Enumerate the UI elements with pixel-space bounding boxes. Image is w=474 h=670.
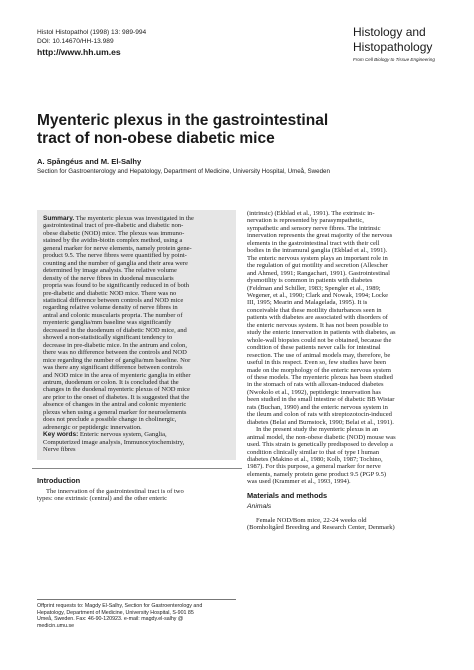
body-line: was used (Krammer et al., 1993, 1994).	[247, 478, 351, 486]
doi: DOI: 10.14670/HH-13.989	[37, 38, 114, 45]
keywords	[43, 431, 230, 453]
abstract-line: The myenteric plexus was investigated in the	[74, 215, 194, 222]
methods-heading: Materials and methods	[247, 490, 328, 500]
body-line: bodies in the intramural ganglia (Ekblad et al., 1991).	[247, 247, 388, 255]
introduction-heading: Introduction	[37, 475, 81, 485]
body-line: patients with diabetes are associated with disorders of	[247, 314, 388, 322]
abstract-line: does not preclude a possible change in cholinergic,	[43, 416, 177, 424]
abstract-line: decreased in the duodenum of diabetic NOD mice, and	[43, 326, 187, 334]
animals-line: (Bomholtgård Breeding and Research Center, Denmark)	[247, 524, 395, 532]
body-line: sympathetic and sensory nerve fibres. The intrinsic	[247, 224, 381, 232]
body-line: innervation represents the great majority of the nervous	[247, 232, 393, 240]
footnote-line: medicin.umu.se	[37, 623, 75, 630]
abstract-line: absence of changes in the antral and colonic myenteric	[43, 401, 187, 409]
body-line: (Feldman and Schiller, 1983; Spengler et al., 1989;	[247, 284, 381, 292]
journal-name-line1: Histology and	[353, 25, 426, 39]
body-line: In the present study the myenteric plexus in an	[256, 426, 379, 434]
body-line: conceivable that these motility disturbances seen in	[247, 306, 382, 314]
body-line: useful in this respect. Even so, few studies have been	[247, 359, 387, 367]
body-line: diabetes (Makino et al., 1980; Kolb, 1987; Tochino,	[247, 455, 383, 463]
body-line: the regulation of gut motility and secretion (Allescher	[247, 262, 388, 270]
body-line: diabetes (Belai and Burnstock, 1990; Belai et al., 1991).	[247, 418, 394, 426]
body-line: been studied in the small intestine of diabetic BB Wistar	[247, 396, 395, 404]
journal-url-link[interactable]: http://www.hh.um.es	[37, 47, 121, 57]
offprint-footnote	[37, 603, 236, 630]
section-divider	[32, 468, 242, 469]
body-line: the enteric nervous system. It has not been possible to	[247, 321, 389, 329]
body-line: made on the morphology of the enteric nervous system	[247, 366, 391, 374]
body-line: Wegener, et al., 1990; Clark and Nowak, 1994; Locke	[247, 291, 389, 299]
abstract-line: adrenergic or peptidergic innervation.	[43, 423, 142, 431]
abstract-line: plexus when using a general marker for neuroelements	[43, 408, 187, 416]
body-line: whole-wall biopsies could not be obtained, because the	[247, 336, 392, 344]
introduction-line: The innervation of the gastrointestinal tract is of two	[46, 487, 184, 495]
body-line: nervation is represented by parasympathetic,	[247, 217, 364, 225]
animals-line: Female NOD/Bom mice, 22-24 weeks old	[256, 516, 367, 524]
abstract-line: antrum, duodenum or colon. It is concluded that the	[43, 378, 179, 386]
body-line: (Nwokolo et al., 1992), peptidergic innervation has	[247, 388, 381, 396]
abstract-line: decrease in pre-diabetic mice. In the antrum and colon,	[43, 341, 187, 349]
abstract-line: and NOD mice in the area of myenteric ganglia in either	[43, 371, 191, 379]
body-line: condition clinically similar to that of type I human	[247, 448, 379, 456]
body-line: of these models. The myenteric plexus has been studied	[247, 373, 393, 381]
authors: A. Spångéus and M. El-Salhy	[37, 157, 142, 166]
keywords-label: Key words:	[43, 431, 79, 439]
abstract-line: pre-diabetic and diabetic NOD mice. There was no	[43, 289, 177, 297]
body-line: resection. The use of animal models may, therefore, be	[247, 351, 391, 359]
abstract-line: counting and the number of ganglia and their area were	[43, 259, 188, 267]
body-line: 1987). For this purpose, a general marker for nerve	[247, 463, 381, 471]
abstract-line: changes in the duodenal myenteric plexus of NOD mice	[43, 386, 190, 394]
abstract-label: Summary.	[43, 215, 75, 222]
keywords-line: Enteric nervous system, Ganglia,	[78, 431, 167, 439]
abstract-line: showed a non-statistically significant tendency to	[43, 334, 173, 342]
body-line: the ileum and colon of rats with streptozotocin-induced	[247, 411, 392, 419]
journal-name-line2: Histopathology	[353, 40, 433, 54]
body-line: elements, namely protein gene product 9.5 (PGP 9.5)	[247, 470, 387, 478]
body-line: dysmotility is common in patients with diabetes	[247, 277, 373, 285]
abstract-line: gastrointestinal tract of pre-diabetic and diabetic non-	[43, 222, 184, 230]
article-title	[37, 112, 437, 148]
abstract-text	[43, 215, 230, 431]
body-line: used. This strain is genetically predisposed to develop a	[247, 441, 393, 449]
abstract-line: antral and colonic muscularis propria. The number of	[43, 311, 183, 319]
body-line: study the enteric innervation in patients with diabetes, as	[247, 329, 396, 337]
title-line-1: Myenteric plexus in the gastrointestinal	[37, 112, 329, 129]
footnote-line: Umeå, Sweden. Fax: 46-90-120923. e-mail: magdy.el-salhy @	[37, 616, 184, 623]
footnote-rule	[37, 599, 236, 600]
affiliation: Section for Gastroenterology and Hepatology, Department of Medicine, University Hospital, Umeå, Sweden	[37, 168, 330, 175]
abstract-line: general marker for nerve elements, namely protein gene-	[43, 244, 192, 252]
abstract-line: there was no difference between the controls and NOD	[43, 349, 187, 357]
footnote-line: Hepatology, Department of Medicine, University Hospital, S-901 85	[37, 609, 194, 616]
abstract-line: obese diabetic (NOD) mice. The plexus was immuno-	[43, 229, 185, 237]
body-line: condition of these patients never calls for intestinal	[247, 344, 381, 352]
footnote-line: Offprint requests to: Magdy El-Salhy, Section for Gastroenterology and	[37, 603, 203, 609]
abstract-line: statistical difference between controls and NOD mice	[43, 296, 184, 304]
journal-masthead	[353, 25, 463, 62]
title-line-2: tract of non-obese diabetic mice	[37, 130, 275, 147]
keywords-line: Nerve fibres	[43, 446, 76, 454]
body-line: rats (Buchan, 1990) and the enteric nervous system in	[247, 403, 388, 411]
citation-block	[37, 28, 146, 57]
abstract-line: propria was found to be significantly reduced in of both	[43, 282, 189, 290]
abstract-line: stained by the avidin-biotin complex method, using a	[43, 237, 183, 245]
body-line: elements in the gastrointestinal tract with their cell	[247, 239, 380, 247]
abstract-line: product 9.5. The nerve fibres were quantified by point-	[43, 252, 187, 260]
body-line: (intrinsic) (Ekblad et al., 1991). The extrinsic in-	[247, 210, 375, 217]
body-line: III, 1995; Mearin and Malagelada, 1995). It is	[247, 299, 368, 307]
abstract-line: regarding relative volume density of nerve fibres in	[43, 304, 178, 312]
journal-tagline: From Cell Biology to Tissue Engineering	[353, 57, 435, 62]
keywords-line: Computerized image analysis, Immunocytochemistry,	[43, 438, 185, 446]
body-line: animal model, the non-obese diabetic (NOD) mouse was	[247, 433, 396, 441]
body-line: The enteric nervous system plays an important role in	[247, 254, 388, 262]
introduction-line: types: one extrinsic (central) and the other enteric	[37, 495, 167, 503]
left-column	[37, 210, 236, 503]
body-line: and Ahmed, 1991; Rangachari, 1991). Gastrointestinal	[247, 269, 390, 277]
abstract-line: are prior to the onset of diabetes. It is suggested that the	[43, 393, 190, 401]
abstract-line: mice regarding the number of ganglia/mm baseline. Nor	[43, 356, 191, 364]
right-column	[247, 210, 446, 532]
journal-citation: Histol Histopathol (1998) 13: 989-994	[37, 29, 147, 36]
animals-subheading: Animals	[247, 503, 272, 511]
abstract-line: density of the nerve fibres in duodenal muscularis	[43, 274, 174, 282]
abstract-line: determined by image analysis. The relative volume	[43, 267, 177, 275]
abstract-line: was there any significant difference between controls	[43, 364, 183, 372]
abstract-box	[37, 210, 236, 460]
abstract-line: myenteric ganglia/mm baseline was significantly	[43, 319, 172, 327]
body-line: in the stomach of rats with alloxan-induced diabetes	[247, 381, 384, 389]
